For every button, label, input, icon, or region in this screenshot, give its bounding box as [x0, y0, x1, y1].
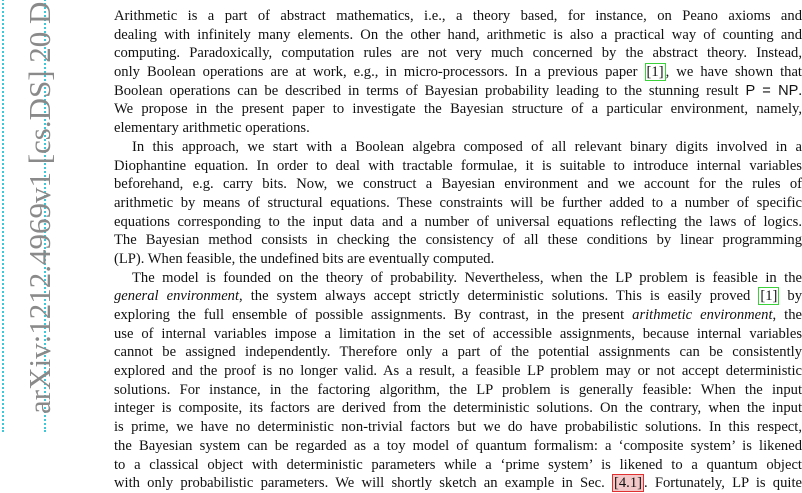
text-line: only Boolean operations are at work, e.g., in micro-processors. In a previous paper [1] , we have shown that	[114, 64, 802, 81]
text-line: arithmetic by means of structural equations. These constraints will be further added to a number of specific	[114, 194, 802, 211]
text-line: (LP). When feasible, the undefined bits are eventually computed.	[114, 250, 495, 267]
text-line: with only probabilistic parameters. We will shortly sketch an example in Sec. [4.1] . Fortunately, LP is quite	[114, 475, 802, 492]
text-line: Arithmetic is a part of abstract mathematics, i.e., a theory based, for instance, on Peano axioms and	[114, 8, 802, 24]
text-line: elementary arithmetic operations.	[114, 120, 310, 137]
text-line: Diophantine equation. In order to deal with tractable formulae, it is suitable to introduce internal variables	[114, 157, 802, 174]
text-line: The model is founded on the theory of probability. Nevertheless, when the LP problem is feasible in the	[132, 269, 802, 286]
text-line: general environment, the system always accept strictly deterministic solutions. This is easily proved [1] by	[114, 288, 802, 305]
text-line: integer is composite, its factors are derived from the deterministic solutions. On the contrary, when the input	[114, 400, 802, 417]
text-line: the Bayesian system can be regarded as a toy model of quantum formalism: a ‘composite system’ is likened	[114, 437, 802, 454]
citation-link[interactable]: [1]	[646, 64, 664, 81]
paper-body	[114, 7, 802, 493]
text-line: dealing with infinitely many elements. On the other hand, arithmetic is also a practical way of counting and	[114, 26, 802, 43]
math-p-equals-np: P = NP	[745, 82, 799, 99]
citation-link[interactable]: [1]	[760, 288, 778, 305]
text-line: to a classical object with deterministic parameters while a ‘prime system’ is likened to a quantum object	[114, 456, 802, 473]
text-line: is prime, we have no deterministic non-trivial factors but we do have probabilistic solutions. In this respect,	[114, 419, 802, 436]
text-line: computing. Paradoxically, computation rules are not very much concerned by the abstract theory. Instead,	[114, 45, 802, 62]
arxiv-stamp: arXiv:1212.4969v1 [cs.DS] 20 D	[22, 1, 57, 414]
text-line: beforehand, e.g. carry bits. Now, we construct a Bayesian environment and we account for the rules of	[114, 176, 802, 193]
text-line: The Bayesian method consists in checking the consistency of all these conditions by linear programming	[114, 232, 802, 249]
text-line: solutions. For instance, in the factoring algorithm, the LP problem is generally feasible: When the input	[114, 381, 802, 398]
section-link[interactable]: [4.1]	[614, 475, 642, 492]
text-line: use of internal variables impose a limitation in the set of accessible assignments, because internal variables	[114, 325, 802, 342]
text-line: cannot be assigned independently. Therefore only a part of the potential assignments can be consistently	[114, 344, 802, 361]
text-line: In this approach, we start with a Boolean algebra composed of all relevant binary digits involved in a	[132, 138, 802, 155]
text-line: explored and the proof is no longer valid. As a result, a feasible LP problem may or not accept deterministic	[114, 363, 802, 380]
text-line: We propose in the present paper to investigate the Bayesian structure of a particular environment, namely,	[114, 101, 802, 118]
text-line: Boolean operations can be described in terms of Bayesian probability leading to the stunning result P = NP.	[114, 82, 802, 99]
text-line: exploring the full ensemble of possible assignments. By contrast, in the present arithmetic environment, the	[114, 307, 802, 323]
text-line: equations corresponding to the input data and a number of universal equations reflecting the laws of logics.	[114, 213, 802, 230]
